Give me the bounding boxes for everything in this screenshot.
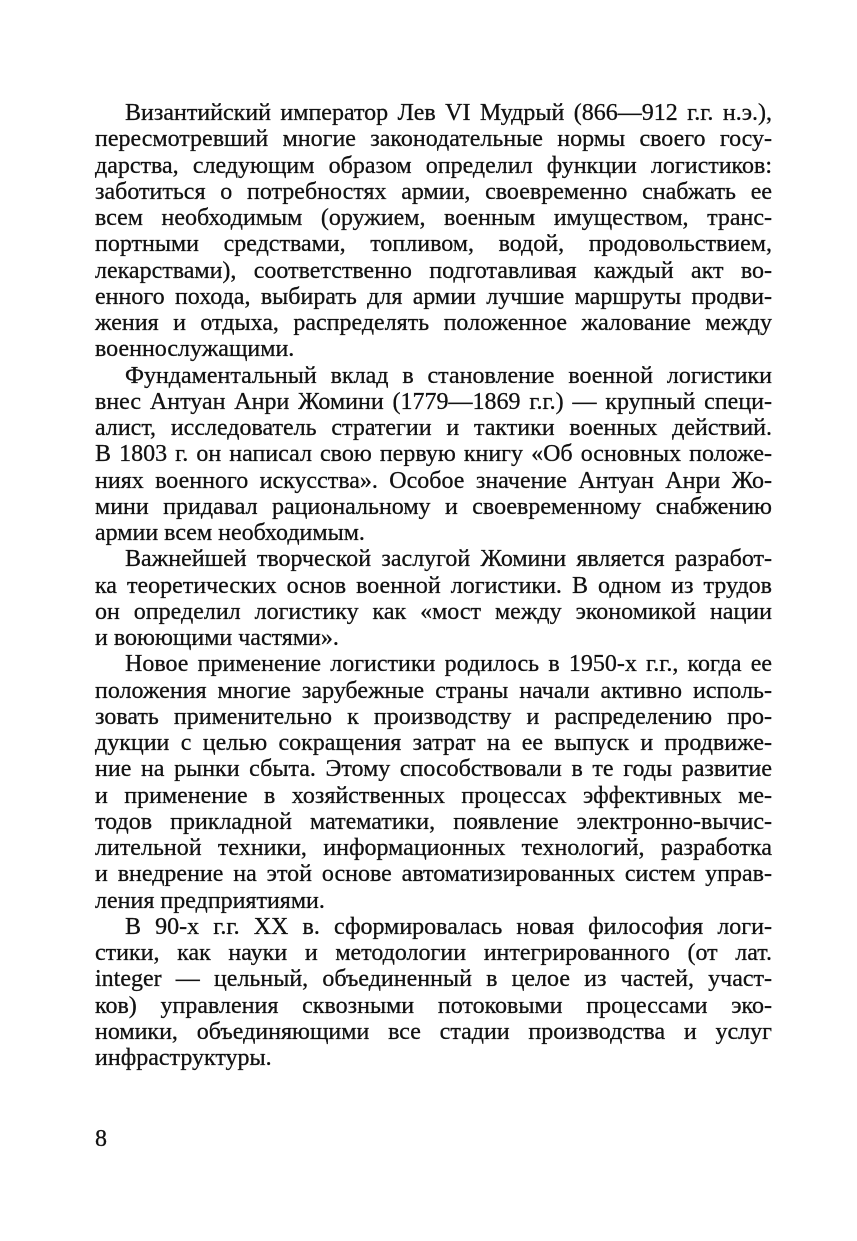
text-line: пересмотревший многие законодательные нормы своего госу- [95,126,772,153]
paragraph-2 [95,363,772,547]
text-line: зовать применительно к производству и распределению про- [95,703,772,730]
text-line: и воюющими частями». [95,625,339,651]
text-line: и внедрение на этой основе автоматизированных систем управ- [95,861,772,888]
text-line: Новое применение логистики родилось в 1950-х г.г., когда ее [125,651,772,678]
text-line: армии всем необходимым. [95,520,365,546]
text-line: номики, объединяющими все стадии производства и услуг [95,1018,772,1045]
text-line: В 1803 г. он написал свою первую книгу «Об основных положе- [95,441,772,468]
text-line: ниях военного искусства». Особое значение Антуан Анри Жо- [95,467,772,494]
text-line: и применение в хозяйственных процессах эффективных ме- [95,782,772,809]
text-line: военнослужащими. [95,336,295,363]
paragraph-5 [95,914,772,1072]
text-line: ков) управления сквозными потоковыми процессами эко- [95,992,772,1019]
text-line: жения и отдыха, распределять положенное жалование между [95,310,772,336]
text-line: ние на рынки сбыта. Этому способствовали в те годы развитие [95,756,772,783]
paragraph-4 [95,651,772,914]
text-line: integer — цельный, объединенный в целое из частей, участ- [95,966,772,993]
text-line: Фундаментальный вклад в становление военной логистики [125,362,772,389]
paragraph-1 [95,100,772,363]
text-line: дукции с целью сокращения затрат на ее выпуск и продвиже- [95,730,772,756]
text-line: стики, как науки и методологии интегрированного (от лат. [95,940,772,966]
text-line: Византийский император Лев VI Мудрый (866—912 г.г. н.э.), [125,100,772,126]
text-line: лекарствами), соответственно подготавливая каждый акт во- [95,257,772,284]
body-text [95,100,772,1071]
text-line: он определил логистику как «мост между экономикой нации [95,598,772,625]
paragraph-3 [95,546,772,651]
text-line: внес Антуан Анри Жомини (1779—1869 г.г.) — крупный специ- [95,388,772,415]
text-line: мини придавал рациональному и своевременному снабжению [95,493,772,520]
text-line: Важнейшей творческой заслугой Жомини является разработ- [125,546,772,573]
text-line: тодов прикладной математики, появление электронно-вычис- [95,808,772,835]
text-line: алист, исследователь стратегии и тактики военных действий. [95,415,772,441]
text-line: ления предприятиями. [95,887,325,914]
text-line: енного похода, выбирать для армии лучшие маршруты продви- [95,283,772,310]
text-line: лительной техники, информационных технологий, разработка [95,835,772,861]
text-line: портными средствами, топливом, водой, продовольствием, [95,231,772,258]
text-line: всем необходимым (оружием, военным имуществом, транс- [95,205,772,231]
text-line: положения многие зарубежные страны начали активно исполь- [95,677,772,704]
page-number: 8 [95,1126,107,1152]
text-line: В 90-х г.г. XX в. сформировалась новая философия логи- [125,913,772,940]
text-line: дарства, следующим образом определил функции логистиков: [95,152,772,179]
text-line: инфраструктуры. [95,1045,272,1071]
text-line: заботиться о потребностях армии, своевременно снабжать ее [95,178,772,205]
text-line: ка теоретических основ военной логистики. В одном из трудов [95,572,772,599]
